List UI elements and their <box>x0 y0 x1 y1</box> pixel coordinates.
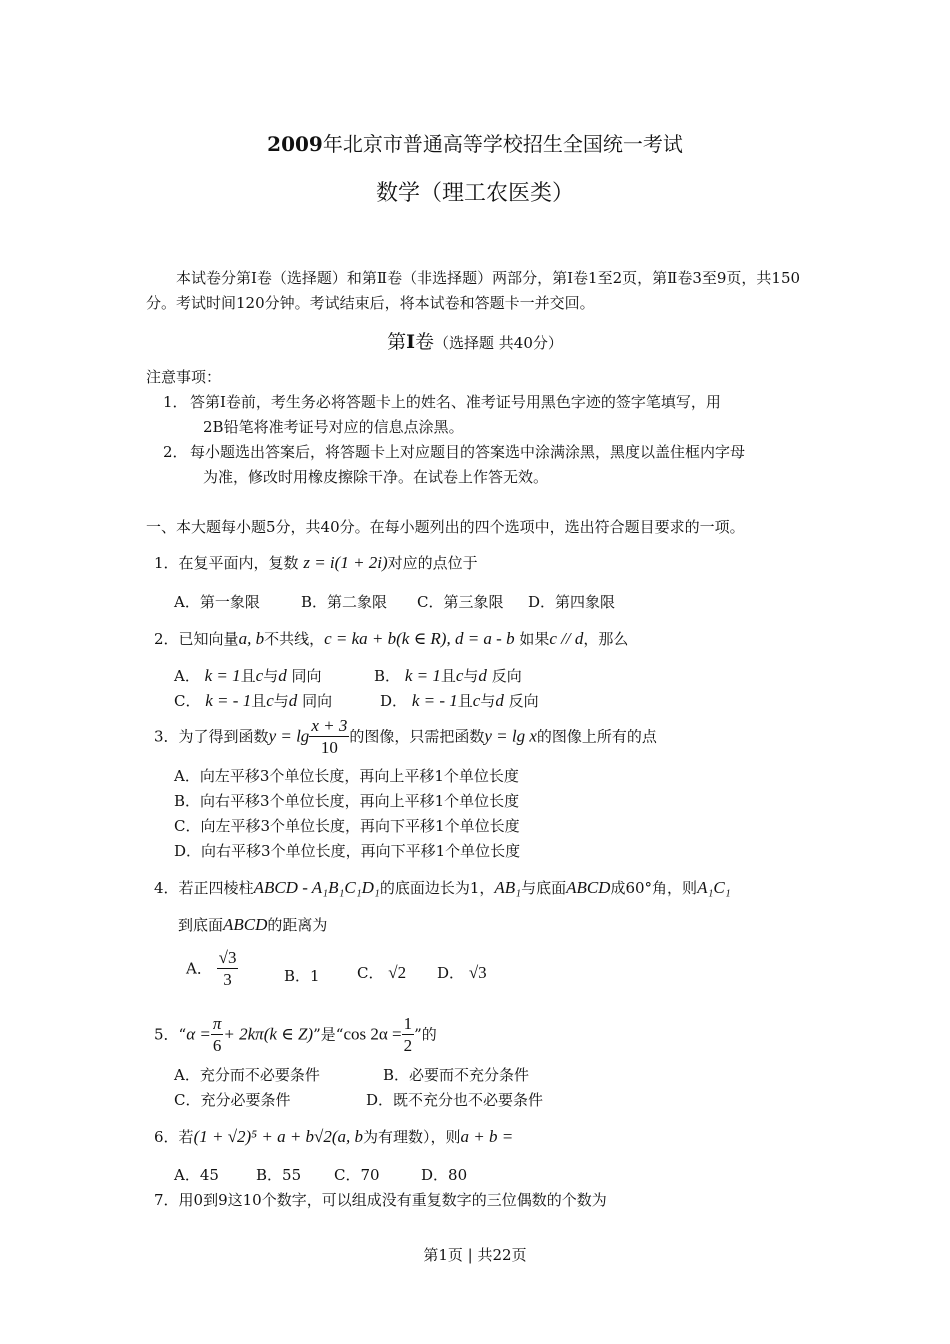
q5-option-a: A．充分而不必要条件 <box>174 1066 320 1084</box>
q4-edge: AB₁ <box>494 878 522 897</box>
q4-option-a-label: A． <box>186 959 212 978</box>
notes-heading: 注意事项： <box>146 368 222 386</box>
q5-option-d: D．既不充分也不必要条件 <box>366 1091 544 1109</box>
q2-text-post: ，那么 <box>583 630 629 648</box>
q2-text-pre: 已知向量 <box>178 630 239 648</box>
page-footer: 第1页 | 共22页 <box>423 1246 527 1264</box>
q4-option-a-denominator: 3 <box>223 970 232 989</box>
question-4 <box>154 877 731 898</box>
q4-text-mid1: 的底面边长为1， <box>379 879 495 897</box>
q2-option-a <box>174 665 322 686</box>
q2-option-c <box>174 690 332 711</box>
q3-option-c: C．向左平移3个单位长度，再向下平移1个单位长度 <box>174 817 520 835</box>
section-heading <box>0 327 950 354</box>
q4-base: ABCD <box>566 878 611 897</box>
q4-text-mid2: 与底面 <box>521 879 567 897</box>
exam-subtitle: 数学（理工农医类） <box>375 181 574 206</box>
q2-option-a-d: d <box>278 666 287 685</box>
q4-option-d-value: √3 <box>468 963 487 982</box>
q2-option-d-text3: 反向 <box>508 692 539 710</box>
note-item-2-number: 2． <box>163 443 188 461</box>
q5-fraction-2 <box>402 1014 415 1057</box>
section-prefix: 第 <box>387 331 407 353</box>
q2-option-c-text1: 且 <box>251 692 267 710</box>
q2-number: 2． <box>154 630 179 648</box>
q2-option-b-d: d <box>478 666 487 685</box>
note-item-2-line2: 为准，修改时用橡皮擦除干净。在试卷上作答无效。 <box>203 468 549 486</box>
q2-option-d-text1: 且 <box>457 692 473 710</box>
q2-option-c-text3: 同向 <box>302 692 333 710</box>
q6-number: 6． <box>154 1128 179 1146</box>
q5-number: 5． <box>154 1025 179 1044</box>
q5-fraction-1-numerator: π <box>212 1014 222 1033</box>
q1-option-b: B．第二象限 <box>301 593 388 611</box>
q2-option-d-text2: 与 <box>480 692 496 710</box>
q1-option-d: D．第四象限 <box>528 593 616 611</box>
q3-text-pre: 为了得到函数 <box>178 727 269 746</box>
q4-line2-base: ABCD <box>223 915 268 934</box>
q4-option-b: B．1 <box>284 967 320 985</box>
q2-option-b-label: B． <box>374 667 401 685</box>
q2-option-b <box>374 665 522 686</box>
q4-line2-pre: 到底面 <box>178 916 224 934</box>
section-suffix: 卷 <box>415 331 435 353</box>
q2-option-d-c: c <box>472 691 481 710</box>
q2-option-a-k: k = 1 <box>204 666 241 685</box>
q3-function-lhs: y = lg <box>268 726 310 746</box>
question-7 <box>154 1189 607 1210</box>
note-item-2-line1: 每小题选出答案后，将答题卡上对应题目的答案选中涂满涂黑，黑度以盖住框内字母 <box>190 443 746 461</box>
q4-option-c-value: √2 <box>388 963 407 982</box>
question-5 <box>154 1014 437 1057</box>
part1-instruction: 一、本大题每小题5分，共40分。在每小题列出的四个选项中，选出符合题目要求的一项。 <box>146 518 745 536</box>
q2-vectors: a, b <box>238 629 265 648</box>
q6-text-mid: 为有理数），则 <box>363 1128 461 1146</box>
q5-option-b: B．必要而不充分条件 <box>383 1066 530 1084</box>
q2-option-c-d: d <box>288 691 298 710</box>
q2-option-b-text2: 与 <box>463 667 479 685</box>
q4-line2 <box>178 914 327 935</box>
q2-option-c-c: c <box>266 691 274 710</box>
q2-option-d-k: k = - 1 <box>411 691 458 710</box>
q5-fraction-1-denominator: 6 <box>212 1036 222 1055</box>
q4-text-mid3: 成60°角，则 <box>610 879 698 897</box>
q2-option-c-label: C． <box>174 692 201 710</box>
q5-open-quote: “ <box>178 1025 187 1044</box>
question-3 <box>154 716 657 759</box>
question-1 <box>154 552 478 573</box>
q6-option-b: B．55 <box>256 1166 302 1184</box>
q3-number: 3． <box>154 727 179 746</box>
intro-paragraph: 本试卷分第Ⅰ卷（选择题）和第Ⅱ卷（非选择题）两部分，第Ⅰ卷1至2页，第Ⅱ卷3至9页，共150分。考试时间120分钟。考试结束后，将本试卷和答题卡一并交回。 <box>146 269 801 312</box>
q5-fraction-1 <box>211 1014 224 1057</box>
q5-alpha: α = <box>186 1024 211 1044</box>
q6-option-c: C．70 <box>334 1166 380 1184</box>
q4-segment: A₁C₁ <box>697 878 731 897</box>
q2-option-a-text2: 与 <box>263 667 279 685</box>
q4-option-d-label: D． <box>437 964 465 982</box>
section-note: （选择题 共40分） <box>434 334 563 352</box>
q2-option-b-text3: 反向 <box>491 667 522 685</box>
q5-term: + 2kπ(k ∈ Z) <box>223 1024 314 1044</box>
note-item-1-number: 1． <box>163 393 188 411</box>
question-6 <box>154 1126 513 1147</box>
q4-option-a-numerator: √3 <box>218 948 237 967</box>
q2-option-b-text1: 且 <box>440 667 456 685</box>
q4-option-a-fraction <box>217 948 239 991</box>
q3-option-d: D．向右平移3个单位长度，再向下平移1个单位长度 <box>174 842 521 860</box>
q1-text-post: 对应的点位于 <box>387 554 478 572</box>
q3-fraction-denominator: 10 <box>320 738 338 757</box>
note-item-1-line1: 答第Ⅰ卷前，考生务必将答题卡上的姓名、准考证号用黑色字迹的签字笔填写，用 <box>190 393 721 411</box>
exam-title-year: 2009 <box>267 132 323 156</box>
q2-formula: c = ka + b(k ∈ R), d = a - b <box>324 629 515 648</box>
q3-option-b: B．向右平移3个单位长度，再向上平移1个单位长度 <box>174 792 520 810</box>
q2-text-mid2: 如果 <box>519 630 550 648</box>
q4-number: 4． <box>154 879 179 897</box>
q3-text-post: 的图像上所有的点 <box>536 727 657 746</box>
q2-option-b-k: k = 1 <box>404 666 441 685</box>
q2-option-d-d: d <box>495 691 504 710</box>
q7-number: 7． <box>154 1191 179 1209</box>
q2-option-d-label: D． <box>380 692 408 710</box>
q2-option-a-text3: 同向 <box>291 667 322 685</box>
q3-option-a: A．向左平移3个单位长度，再向上平移1个单位长度 <box>174 767 519 785</box>
q6-option-d: D．80 <box>421 1166 468 1184</box>
q2-option-b-c: c <box>455 666 464 685</box>
q3-function2: y = lg x <box>484 726 537 746</box>
q4-text-pre: 若正四棱柱 <box>178 879 254 897</box>
q6-option-a: A．45 <box>174 1166 219 1184</box>
q4-option-d <box>437 962 487 983</box>
q5-text-mid: ”是“ <box>313 1025 344 1044</box>
q2-option-a-text1: 且 <box>240 667 256 685</box>
q2-option-a-c: c <box>255 666 264 685</box>
q3-fraction-numerator: x + 3 <box>311 716 348 735</box>
q3-fraction <box>309 716 349 759</box>
q5-cos: cos 2α = <box>343 1024 402 1044</box>
q4-option-c-label: C． <box>357 964 384 982</box>
q2-parallel: c // d <box>549 629 584 648</box>
q1-option-a: A．第一象限 <box>174 593 260 611</box>
q1-option-c: C．第三象限 <box>417 593 504 611</box>
note-item-1-line2: 2B铅笔将准考证号对应的信息点涂黑。 <box>203 418 464 436</box>
q5-fraction-2-denominator: 2 <box>403 1036 413 1055</box>
q5-option-c: C．充分必要条件 <box>174 1091 291 1109</box>
q1-number: 1． <box>154 554 179 572</box>
section-roman: Ⅰ <box>406 331 416 353</box>
q1-text-pre: 在复平面内，复数 <box>178 554 299 572</box>
q2-option-c-k: k = - 1 <box>205 691 252 710</box>
q1-formula: z = i(1 + 2i) <box>303 553 388 572</box>
q5-close: ”的 <box>414 1025 437 1044</box>
exam-title-text: 年北京市普通高等学校招生全国统一考试 <box>322 132 683 156</box>
q2-option-d <box>380 690 539 711</box>
q4-option-a <box>186 948 238 991</box>
q4-line2-post: 的距离为 <box>267 916 328 934</box>
q5-fraction-2-numerator: 1 <box>403 1014 413 1033</box>
question-2 <box>154 628 628 649</box>
q2-text-mid1: 不共线， <box>264 630 325 648</box>
q6-sum: a + b = <box>460 1127 514 1146</box>
q4-prism: ABCD - A₁B₁C₁D₁ <box>253 878 380 897</box>
q2-option-c-text2: 与 <box>273 692 289 710</box>
q3-text-mid: 的图像，只需把函数 <box>349 727 485 746</box>
q4-option-c <box>357 962 406 983</box>
q7-text: 用0到9这10个数字，可以组成没有重复数字的三位偶数的个数为 <box>178 1191 607 1209</box>
q6-text-pre: 若 <box>178 1128 194 1146</box>
q2-option-a-label: A． <box>174 667 200 685</box>
q6-formula: (1 + √2)⁵ + a + b√2(a, b <box>193 1127 364 1146</box>
exam-title <box>0 128 950 157</box>
